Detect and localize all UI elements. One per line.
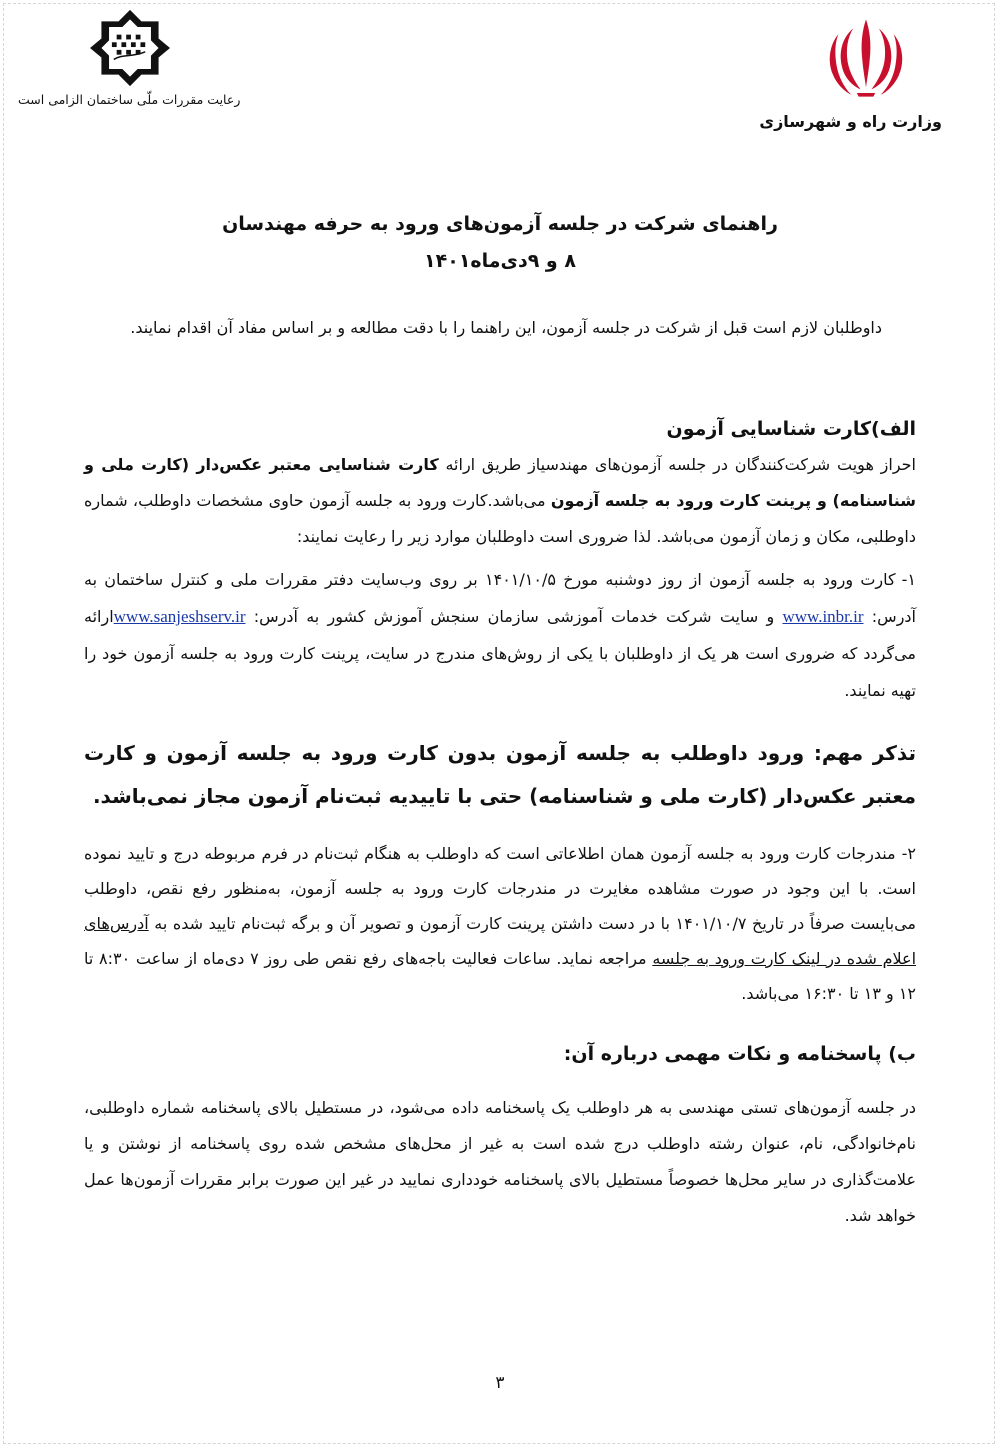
inbr-link[interactable]: www.inbr.ir — [782, 607, 864, 626]
national-building-regulations-logo — [82, 8, 178, 88]
intro-paragraph: داوطلبان لازم است قبل از شرکت در جلسه آزمون، این راهنما را با دقت مطالعه و بر اساس مفاد آن اقدام نمایند. — [130, 318, 882, 337]
section-a-text-2: می‌باشد.کارت ورود به جلسه آزمون حاوی مشخصات داوطلب، شماره داوطلبی، مکان و زمان آزمون می‌باشد. لذا ضروری است داوطلبان موارد زیر را رعایت نمایند: — [84, 491, 916, 546]
regulations-note: رعایت مقررات ملّی ساختمان الزامی است — [18, 92, 241, 107]
list-item-2 — [84, 836, 916, 1011]
list-item-1-text-b: و سایت شرکت خدمات آموزشی سازمان سنجش آموزش کشور به آدرس: — [245, 607, 783, 626]
ministry-name: وزارت راه و شهرسازی — [759, 112, 942, 131]
list-item-1-text-a: کارت ورود به جلسه آزمون از روز دوشنبه مورخ ۱۴۰۱/۱۰/۵ بر روی وب‌سایت دفتر مقررات ملی و کنترل ساختمان به آدرس: — [84, 570, 916, 626]
document-title: راهنمای شرکت در جلسه آزمون‌های ورود به حرفه مهندسان — [222, 213, 778, 235]
section-b-heading: ب) پاسخنامه و نکات مهمی درباره آن: — [563, 1043, 916, 1065]
section-a-paragraph — [84, 447, 916, 555]
section-a-text-1: احراز هویت شرکت‌کنندگان در جلسه آزمون‌های مهندسیاز طریق ارائه — [438, 455, 917, 474]
important-notice: تذکر مهم: ورود داوطلب به جلسه آزمون بدون کارت ورود به جلسه آزمون و کارت معتبر عکس‌دار (کارت ملی و شناسنامه) حتی با تاییدیه ثبت‌نام آزمون مجاز نمی‌باشد. — [84, 741, 916, 808]
list-item-2-number: ۲- — [901, 844, 916, 863]
section-a-bold-text: کارت شناسایی معتبر عکس‌دار (کارت ملی و شناسنامه) و پرینت کارت ورود به جلسه آزمون — [84, 455, 917, 510]
sanjeshserv-link[interactable]: www.sanjeshserv.ir — [113, 607, 246, 626]
page-number: ۳ — [495, 1373, 505, 1393]
list-item-2-underlined: آدرس‌های اعلام شده در لینک کارت ورود به جلسه — [84, 914, 917, 968]
list-item-1-text-c: ارائه می‌گردد که ضروری است هر یک از داوطلبان با یکی از روش‌های مندرج در سایت، پرینت کارت ورود به جلسه آزمون خود را تهیه نمایند. — [84, 607, 916, 700]
list-item-1-number: ۱- — [901, 570, 916, 589]
list-item-2-text-b: مراجعه نماید. ساعات فعالیت باجه‌های رفع نقص طی روز ۷ دی‌ماه از ساعت ۸:۳۰ تا ۱۲ و ۱۳ تا ۱۶:۳۰ می‌باشد. — [84, 949, 916, 1003]
iran-emblem-icon — [820, 12, 912, 104]
list-item-1 — [84, 561, 916, 709]
document-date: ۸ و ۹دی‌ماه۱۴۰۱ — [424, 250, 576, 272]
list-item-2-text-a: مندرجات کارت ورود به جلسه آزمون همان اطلاعاتی است که داوطلب به هنگام ثبت‌نام در فرم مربوطه درج و تایید نموده است. با این وجود در صورت مشاهده مغایرت در مندرجات کارت ورود به جلسه آزمون، به‌منظور رفع نقص، داوطلب می‌بایست صرفاً در تاریخ ۱۴۰۱/۱۰/۷ با در دست داشتن پرینت کارت آزمون و تصویر آن و برگه ثبت‌نام تایید شده به — [84, 844, 917, 933]
section-b-paragraph: در جلسه آزمون‌های تستی مهندسی به هر داوطلب یک پاسخنامه داده می‌شود، در مستطیل بالای پاسخنامه شماره داوطلبی، نام‌خانوادگی، نام، عنوان رشته داوطلب درج شده است به غیر از محل‌های مشخص شده روی پاسخنامه از نوشتن و یا علامت‌گذاری در سایر محل‌ها خصوصاً مستطیل بالای پاسخنامه خودداری نمایید در غیر این صورت برابر مقررات آزمون‌ها عمل خواهد شد. — [84, 1098, 916, 1225]
section-a-heading: الف)کارت شناسایی آزمون — [666, 418, 916, 440]
